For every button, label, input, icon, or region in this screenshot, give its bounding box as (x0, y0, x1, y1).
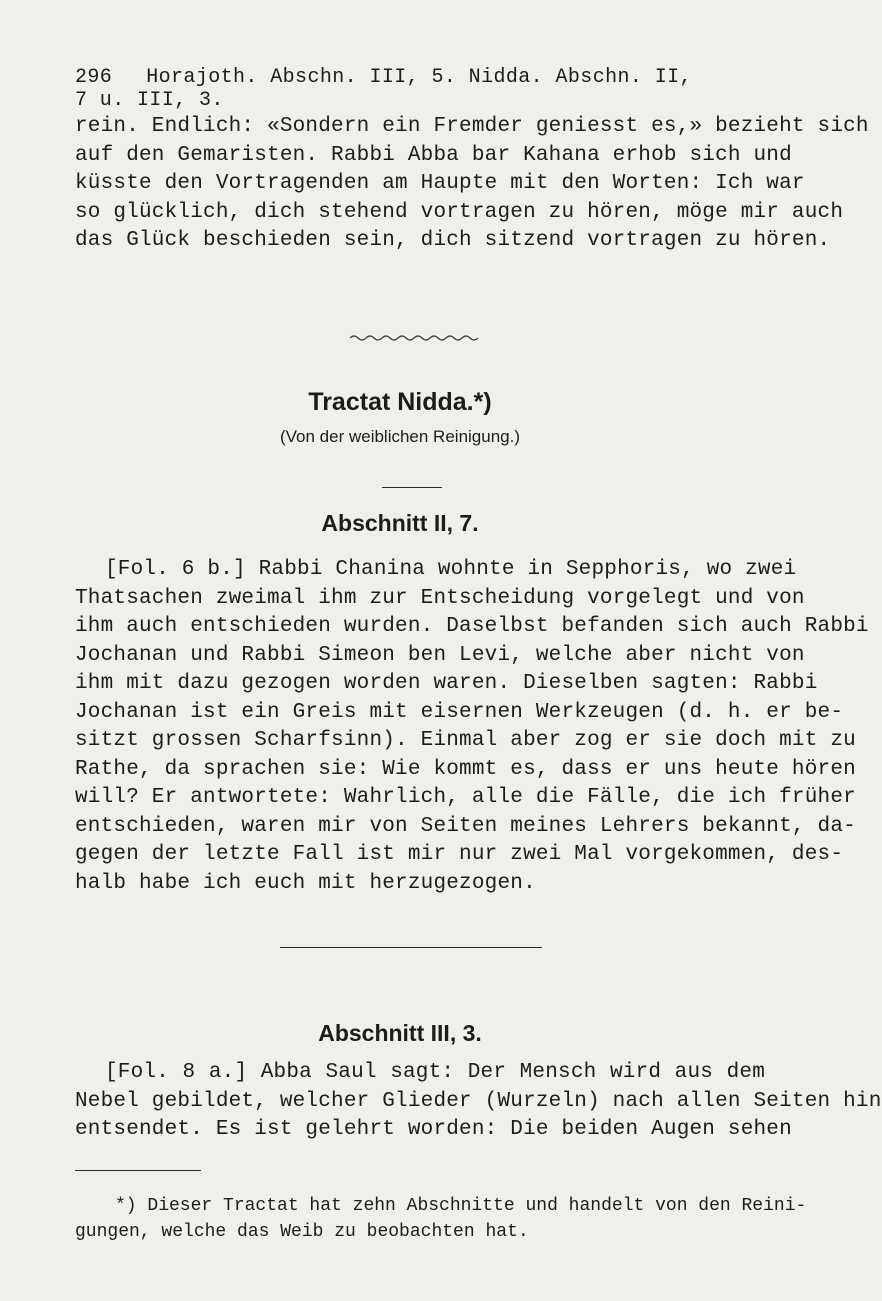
section-paragraph (75, 556, 869, 898)
tractate-subtitle: (Von der weiblichen Reinigung.) (279, 427, 521, 446)
section-heading: Abschnitt II, 7. (321, 510, 479, 536)
text-line: ihm auch entschieden wurden. Daselbst befanden sich auch Rabbi (75, 615, 869, 638)
section-paragraph (75, 1059, 882, 1145)
text-line: ihm mit dazu gezogen worden waren. Dieselben sagten: Rabbi (75, 672, 818, 695)
text-line: rein. Endlich: «Sondern ein Fremder geniesst es,» bezieht sich (75, 115, 869, 138)
tractate-title: Tractat Nidda.*) (308, 388, 492, 416)
text-line: [Fol. 8 a.] Abba Saul sagt: Der Mensch wird aus dem (105, 1061, 765, 1084)
text-line: halb habe ich euch mit herzugezogen. (75, 871, 536, 895)
running-title: Horajoth. Abschn. III, 5. Nidda. Abschn. II, 7 u. III, 3. (75, 66, 692, 112)
footnote-line: gungen, welche das Weib zu beobachten hat. (75, 1222, 529, 1242)
text-line: Nebel gebildet, welcher Glieder (Wurzeln) nach allen Seiten hin (75, 1089, 882, 1113)
text-line: so glücklich, dich stehend vortragen zu hören, möge mir auch (75, 200, 844, 224)
text-line: küsste den Vortragenden am Haupte mit den Worten: Ich war (75, 172, 805, 195)
footnote-line: *) Dieser Tractat hat zehn Abschnitte und handelt von den Reini- (115, 1196, 807, 1216)
section-heading: Abschnitt III, 3. (318, 1020, 482, 1046)
footnote-rule (75, 1170, 201, 1171)
footnote (75, 1193, 807, 1245)
wavy-ornament-divider (350, 334, 478, 342)
text-line: auf den Gemaristen. Rabbi Abba bar Kahana erhob sich und (75, 143, 792, 167)
text-line: sitzt grossen Scharfsinn). Einmal aber zog er sie doch mit zu (75, 729, 856, 752)
text-line: Jochanan ist ein Greis mit eisernen Werkzeugen (d. h. er be- (75, 700, 844, 724)
text-line: Thatsachen zweimal ihm zur Entscheidung vorgelegt und von (75, 586, 805, 610)
text-line: das Glück beschieden sein, dich sitzend vortragen zu hören. (75, 229, 831, 252)
page-number: 296 (75, 66, 113, 89)
text-line: Rathe, da sprachen sie: Wie kommt es, dass er uns heute hören (75, 757, 856, 781)
text-line: gegen der letzte Fall ist mir nur zwei Mal vorgekommen, des- (75, 843, 844, 866)
text-line: [Fol. 6 b.] Rabbi Chanina wohnte in Sepphoris, wo zwei (105, 558, 797, 581)
text-line: will? Er antwortete: Wahrlich, alle die Fälle, die ich früher (75, 786, 856, 809)
running-header (75, 66, 715, 112)
intro-paragraph (75, 113, 869, 256)
text-line: entsendet. Es ist gelehrt worden: Die beiden Augen sehen (75, 1118, 792, 1141)
text-line: Jochanan und Rabbi Simeon ben Levi, welche aber nicht von (75, 643, 805, 667)
section-rule (280, 947, 542, 948)
short-rule (382, 487, 442, 488)
text-line: entschieden, waren mir von Seiten meines Lehrers bekannt, da- (75, 814, 856, 838)
